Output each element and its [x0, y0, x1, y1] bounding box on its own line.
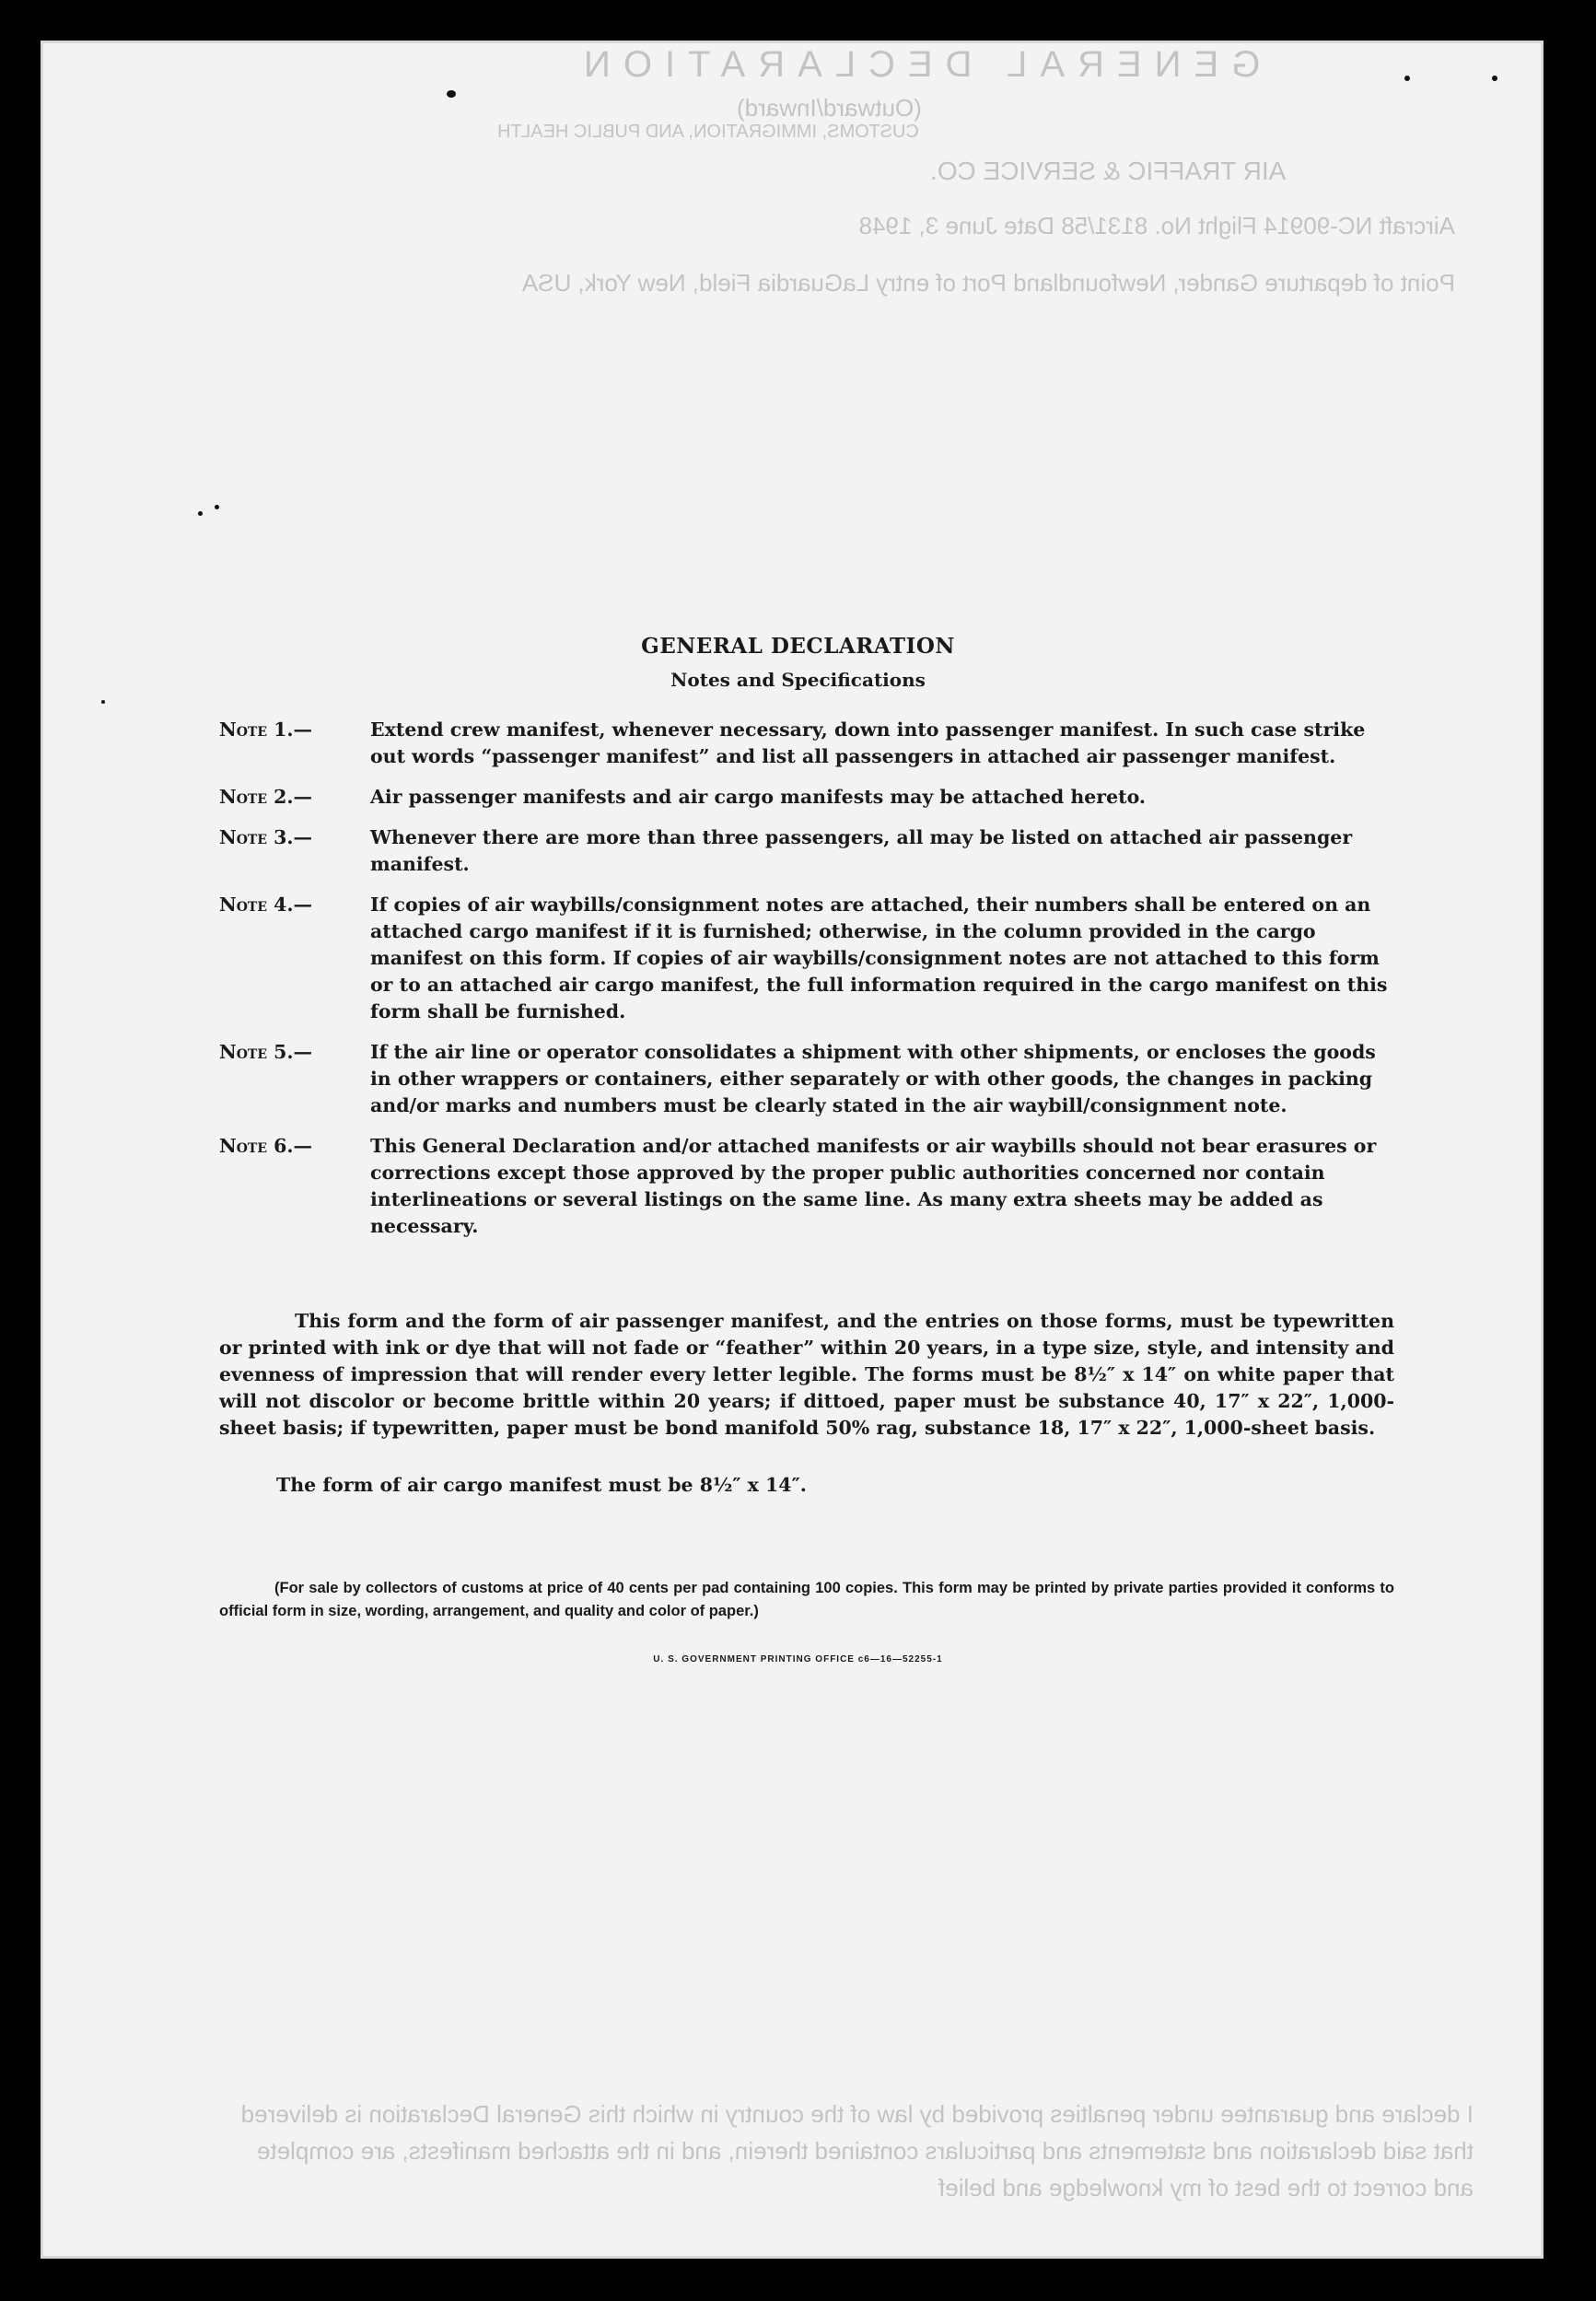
note-label: Note 6.— — [219, 1135, 313, 1157]
note-label: Note 3.— — [219, 826, 313, 848]
ink-speck — [1404, 76, 1410, 81]
note-item — [219, 892, 1394, 1025]
note-item — [219, 1133, 1394, 1240]
note-text: Extend crew manifest, whenever necessary, down into passenger manifest. In such case strike out words “passenger manifest” and list all passengers in attached air passenger manifest. — [370, 718, 1366, 767]
bleed-header: GENERAL DECLARATION — [571, 44, 1261, 85]
ink-speck — [215, 505, 219, 509]
bleed-aircraft-line: Aircraft NC-90914 Flight No. 8131/58 Date June 3, 1948 — [858, 212, 1455, 239]
bleed-bottom-2: that said declaration and statements and particulars contained therein, and in the attached manifests, are complete — [256, 2137, 1474, 2165]
printing-office-line: U. S. GOVERNMENT PRINTING OFFICE c6—16—52255-1 — [653, 1654, 943, 1664]
bleed-point-line: Point of departure Gander, Newfoundland Port of entry LaGuardia Field, New York, USA — [521, 269, 1455, 297]
notes-list — [219, 717, 1394, 1254]
note-text: Air passenger manifests and air cargo manifests may be attached hereto. — [370, 786, 1147, 808]
note-text: If the air line or operator consolidates a shipment with other shipments, or encloses the goods in other wrappers or containers, either separately or with other goods, the changes in packing and/or marks and numbers must be clearly stated in the air waybill/consignment note. — [370, 1041, 1376, 1116]
note-text: Whenever there are more than three passengers, all may be listed on attached air passenger manifest. — [370, 826, 1353, 875]
sale-notice: (For sale by collectors of customs at price of 40 cents per pad containing 100 copies. This form may be printed by private parties provided it conforms to official form in size, wording, arrangement, and quality and color of paper.) — [219, 1580, 1394, 1619]
cargo-manifest-size-line: The form of air cargo manifest must be 8½″ x 14″. — [276, 1474, 807, 1496]
ink-speck — [198, 511, 203, 516]
note-label: Note 2.— — [219, 786, 313, 808]
bleed-bottom-1: I declare and guarantee under penalties provided by law of the country in which this General Declaration is delivered — [240, 2100, 1474, 2128]
ink-speck — [447, 90, 456, 98]
note-text: If copies of air waybills/consignment notes are attached, their numbers shall be entered on an attached cargo manifest if it is furnished; otherwise, in the column provided in the cargo manifest on this form. If copies of air waybills/consignment notes are not attached to this form or to an attached air cargo manifest, the full information required in the cargo manifest on this form shall be furnished. — [370, 894, 1388, 1022]
ink-speck — [1492, 76, 1497, 81]
page-subtitle: Notes and Specifications — [670, 669, 926, 691]
note-label: Note 5.— — [219, 1041, 313, 1063]
bleed-agency: CUSTOMS, IMMIGRATION, AND PUBLIC HEALTH — [497, 122, 919, 142]
ink-speck — [101, 700, 105, 704]
form-requirements-paragraph: This form and the form of air passenger manifest, and the entries on those forms, must be typewritten or printed with ink or dye that will not fade or “feather” within 20 years, in a type size, style, and intensity and evenness of impression that will render every letter legible. The forms must be 8½″ x 14″ on white paper that will not discolor or become brittle within 20 years; if dittoed, paper must be substance 40, 17″ x 22″, 1,000-sheet basis; if typewritten, paper must be bond manifold 50% rag, substance 18, 17″ x 22″, 1,000-sheet basis. — [219, 1310, 1394, 1439]
note-item — [219, 784, 1394, 811]
bleed-operator: AIR TRAFFIC & SERVICE CO. — [930, 157, 1287, 185]
note-label: Note 1.— — [219, 718, 313, 741]
bleed-bottom-3: and correct to the best of my knowledge and belief — [938, 2174, 1474, 2202]
note-item — [219, 1039, 1394, 1119]
bleed-subheader: (Outward/Inward) — [737, 94, 922, 122]
note-item — [219, 717, 1394, 770]
note-item — [219, 824, 1394, 878]
page-title: GENERAL DECLARATION — [641, 634, 955, 659]
note-text: This General Declaration and/or attached manifests or air waybills should not bear erasures or corrections except those approved by the proper public authorities concerned nor contain interlineations or several listings on the same line. As many extra sheets may be added as necessary. — [370, 1135, 1377, 1237]
note-label: Note 4.— — [219, 894, 313, 916]
